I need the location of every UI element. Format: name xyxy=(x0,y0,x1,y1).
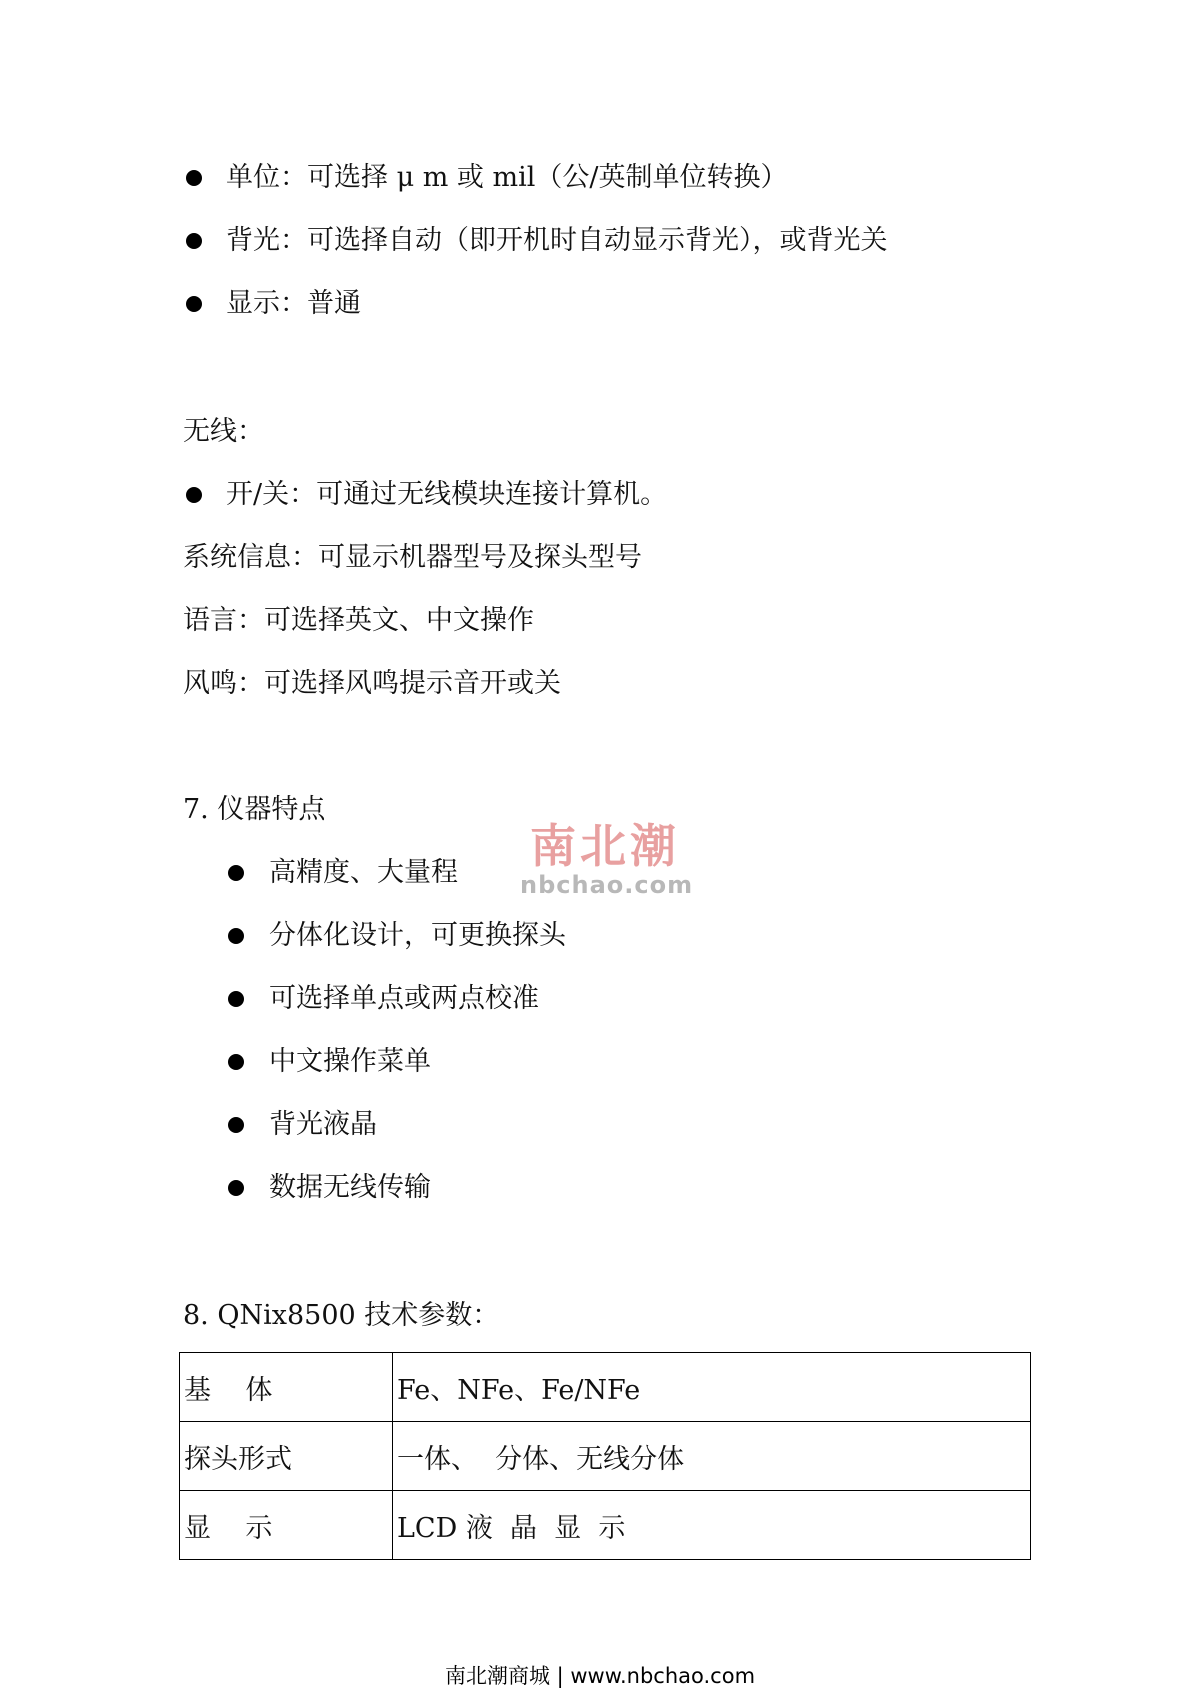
spec-value: LCD 液 晶 显 示 xyxy=(393,1491,1031,1560)
spec-table xyxy=(179,1352,1031,1560)
bullet-dot-icon xyxy=(228,928,244,944)
bullet-dot-icon xyxy=(228,1180,244,1196)
watermark-cn: 南北潮 xyxy=(530,819,680,873)
bullet-dot-icon xyxy=(186,487,202,503)
table-row xyxy=(180,1422,1031,1491)
feature-item: 高精度、大量程 xyxy=(269,857,458,888)
spec-value: Fe、NFe、Fe/NFe xyxy=(393,1353,1031,1422)
section7-heading: 7. 仪器特点 xyxy=(183,794,326,825)
spec-label: 显 示 xyxy=(180,1491,393,1560)
bullet-dot-icon xyxy=(228,1054,244,1070)
bullet-dot-icon xyxy=(186,170,202,186)
bullet-dot-icon xyxy=(186,233,202,249)
wireless-item-onoff: 开/关：可通过无线模块连接计算机。 xyxy=(226,479,668,510)
bullet-dot-icon xyxy=(228,991,244,1007)
watermark-logo xyxy=(520,819,694,899)
spec-label: 探头形式 xyxy=(180,1422,393,1491)
section8-heading: 8. QNix8500 技术参数： xyxy=(183,1300,500,1331)
spec-label: 基 体 xyxy=(180,1353,393,1422)
footer-site[interactable]: 南北潮商城 | www.nbchao.com xyxy=(444,1664,756,1688)
feature-item: 可选择单点或两点校准 xyxy=(269,983,539,1014)
wireless-heading: 无线： xyxy=(183,416,264,447)
feature-item: 数据无线传输 xyxy=(269,1172,431,1203)
bullet-dot-icon xyxy=(228,1117,244,1133)
bullet-dot-icon xyxy=(228,865,244,881)
spec-value: 一体、 分体、无线分体 xyxy=(393,1422,1031,1491)
table-row xyxy=(180,1353,1031,1422)
settings-item-unit: 单位：可选择 μ m 或 mil（公/英制单位转换） xyxy=(226,162,788,193)
feature-item: 中文操作菜单 xyxy=(269,1046,431,1077)
info-language: 语言：可选择英文、中文操作 xyxy=(183,605,534,636)
info-system: 系统信息：可显示机器型号及探头型号 xyxy=(183,542,642,573)
watermark-en: nbchao.com xyxy=(520,871,694,899)
settings-item-backlight: 背光：可选择自动（即开机时自动显示背光），或背光关 xyxy=(226,225,888,256)
feature-item: 背光液晶 xyxy=(269,1109,377,1140)
feature-item: 分体化设计，可更换探头 xyxy=(269,920,566,951)
settings-item-display: 显示：普通 xyxy=(226,288,361,319)
info-buzzer: 风鸣：可选择风鸣提示音开或关 xyxy=(183,668,561,699)
table-row xyxy=(180,1491,1031,1560)
bullet-dot-icon xyxy=(186,296,202,312)
